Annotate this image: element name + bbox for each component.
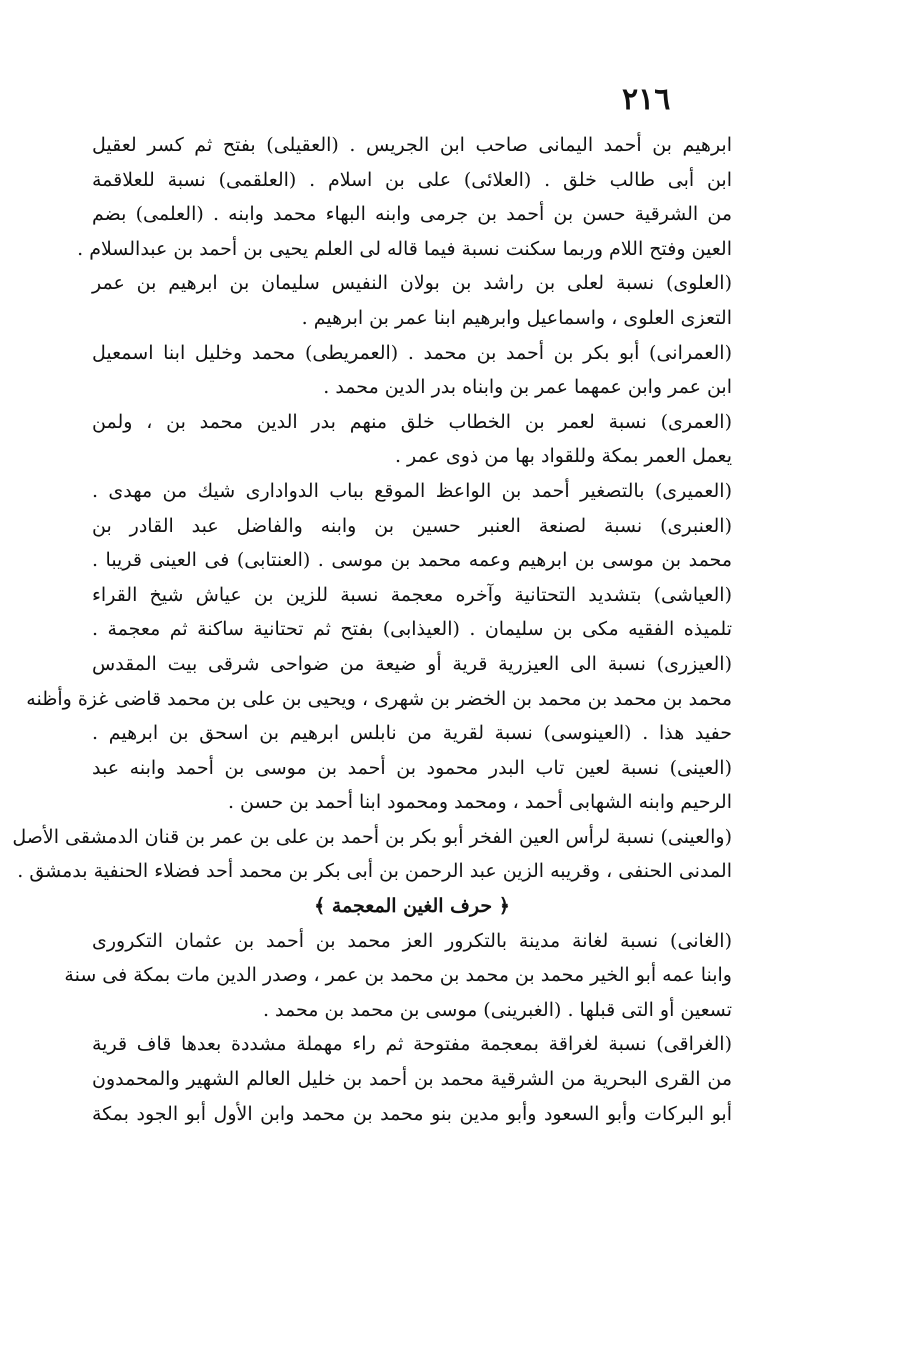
text-line: ابن أبى طالب خلق . (العلائى) على بن اسلام . (العلقمى) نسبة للعلاقمة — [92, 168, 732, 191]
text-line: (العياشى) بتشديد التحتانية وآخره معجمة نسبة للزين بن عياش شيخ القراء — [92, 583, 732, 606]
text-line: (والعينى) نسبة لرأس العين الفخر أبو بكر بن أحمد بن على بن عمر بن قنان الدمشقى الأصل — [12, 825, 732, 848]
text-line: أبو البركات وأبو السعود وأبو مدين بنو محمد بن محمد وابن الأول أبو الجود بمكة — [92, 1102, 732, 1125]
text-line: (العيزرى) نسبة الى العيزرية قرية أو ضيعة من ضواحى شرقى بيت المقدس — [92, 652, 732, 675]
text-line: وابنا عمه أبو الخير محمد بن محمد بن محمد بن عمر ، وصدر الدين مات بمكة فى سنة — [64, 964, 732, 987]
text-line: (العمرانى) أبو بكر بن أحمد بن محمد . (العمريطى) محمد وخليل ابنا اسمعيل — [92, 341, 732, 364]
text-line: تلميذه الفقيه مكى بن سليمان . (العيذابى) بفتح ثم تحتانية ساكنة ثم معجمة . — [92, 618, 732, 641]
text-line: العين وفتح اللام وربما سكنت نسبة فيما قاله لى العلم يحيى بن أحمد بن عبدالسلام . — [77, 237, 732, 260]
text-line: (العنبرى) نسبة لصنعة العنبر حسين بن وابنه والفاضل عبد القادر بن — [92, 514, 732, 537]
text-line: حفيد هذا . (العينوسى) نسبة لقرية من نابلس ابرهيم بن اسحق بن ابرهيم . — [92, 722, 732, 745]
page-number: ٢١٦ — [622, 82, 671, 117]
text-line: محمد بن محمد بن محمد بن الخضر بن شهرى ، ويحيى بن على بن محمد قاضى غزة وأظنه — [26, 687, 732, 710]
text-line: (العلوى) نسبة لعلى بن راشد بن بولان النفيس سليمان بن ابرهيم بن عمر — [92, 272, 732, 295]
text-line: (العينى) نسبة لعين تاب البدر محمود بن أحمد بن موسى بن أحمد وابنه عبد — [92, 756, 732, 779]
text-line: ابرهيم بن أحمد اليمانى صاحب ابن الجريس . (العقيلى) بفتح ثم كسر لعقيل — [92, 134, 732, 156]
text-line: المدنى الحنفى ، وقريبه الزين عبد الرحمن بن أبى بكر بن محمد أحد فضلاء الحنفية بدمشق . — [17, 860, 732, 883]
text-line: من القرى البحرية من الشرقية محمد بن أحمد بن خليل العالم الشهير والمحمدون — [92, 1068, 732, 1091]
text-line: تسعين أو التى قبلها . (الغبرينى) موسى بن محمد بن محمد . — [262, 998, 732, 1021]
text-line: (العميرى) بالتصغير أحمد بن الواعظ الموقع بباب الدوادارى شيك من مهدى . — [92, 479, 732, 502]
text-line: ابن عمر وابن عمهما عمر بن وابناه بدر الدين محمد . — [323, 376, 732, 399]
text-line: (العمرى) نسبة لعمر بن الخطاب خلق منهم بدر الدين محمد بن ، ولمن — [92, 410, 732, 433]
text-line: (الغراقى) نسبة لغراقة بمعجمة مفتوحة ثم راء مهملة مشددة بعدها قاف قرية — [92, 1033, 732, 1056]
section-heading: ﴿ حرف الغين المعجمة ﴾ — [314, 895, 510, 918]
text-line: التعزى العلوى ، واسماعيل وابرهيم ابنا عمر بن ابرهيم . — [301, 306, 732, 329]
text-line: (الغانى) نسبة لغانة مدينة بالتكرور العز محمد بن أحمد بن عثمان التكرورى — [92, 929, 732, 952]
text-line: محمد بن موسى بن ابرهيم وعمه محمد بن موسى . (العنتابى) فى العينى قريبا . — [92, 549, 732, 572]
text-line: من الشرقية حسن بن أحمد بن جرمى وابنه البهاء محمد وابنه . (العلمى) بضم — [92, 203, 732, 226]
text-line: يعمل العمر بمكة وللقواد بها من ذوى عمر . — [394, 445, 732, 468]
text-line: الرحيم وابنه الشهابى أحمد ، ومحمد ومحمود ابنا أحمد بن حسن . — [227, 791, 732, 814]
text-body — [12, 128, 732, 1131]
